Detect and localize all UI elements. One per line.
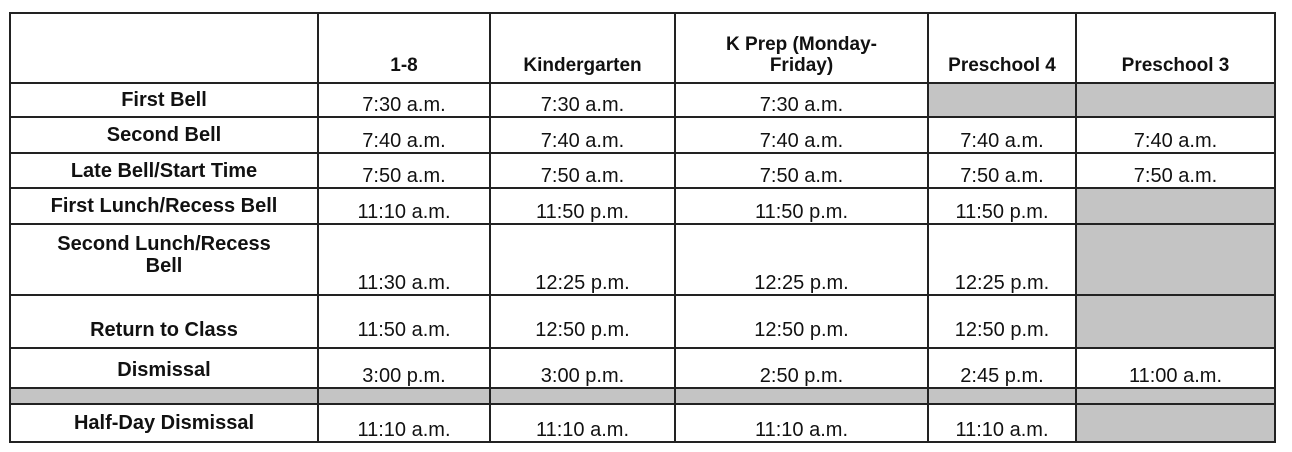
row-label-second-lunch xyxy=(10,224,318,295)
row-label-first-lunch: First Lunch/Recess Bell xyxy=(10,188,318,224)
table-cell: 11:10 a.m. xyxy=(318,404,490,442)
table-cell: 12:25 p.m. xyxy=(675,224,928,295)
header-k-prep-line1: K Prep (Monday- xyxy=(726,34,877,56)
table-cell: 11:50 p.m. xyxy=(490,188,675,224)
table-cell: 12:50 p.m. xyxy=(675,295,928,348)
header-row xyxy=(10,13,1275,83)
table-cell: 7:40 a.m. xyxy=(318,117,490,153)
table-cell: 7:30 a.m. xyxy=(318,83,490,117)
table-cell: 11:50 a.m. xyxy=(318,295,490,348)
row-label-return-to-class: Return to Class xyxy=(10,295,318,348)
table-cell: 2:50 p.m. xyxy=(675,348,928,388)
table-cell: 7:50 a.m. xyxy=(490,153,675,188)
header-corner-cell xyxy=(10,13,318,83)
table-cell: 7:50 a.m. xyxy=(1076,153,1275,188)
table-cell: 3:00 p.m. xyxy=(490,348,675,388)
table-cell: 12:25 p.m. xyxy=(928,224,1076,295)
table-cell: 11:00 a.m. xyxy=(1076,348,1275,388)
table-cell: 12:25 p.m. xyxy=(490,224,675,295)
table-cell: 7:40 a.m. xyxy=(490,117,675,153)
table-row xyxy=(10,153,1275,188)
row-label-first-bell: First Bell xyxy=(10,83,318,117)
row-label-half-day-dismissal: Half-Day Dismissal xyxy=(10,404,318,442)
table-cell: 7:40 a.m. xyxy=(675,117,928,153)
table-row xyxy=(10,348,1275,388)
header-kindergarten: Kindergarten xyxy=(490,13,675,83)
table-cell: 11:50 p.m. xyxy=(675,188,928,224)
table-cell: 7:50 a.m. xyxy=(928,153,1076,188)
header-k-prep-line2: Friday) xyxy=(769,55,834,77)
table-row xyxy=(10,404,1275,442)
table-cell: 11:10 a.m. xyxy=(490,404,675,442)
table-cell: 11:10 a.m. xyxy=(675,404,928,442)
table-cell: 11:10 a.m. xyxy=(318,188,490,224)
shaded-cell xyxy=(318,388,490,404)
shaded-cell xyxy=(1076,224,1275,295)
row-label-second-bell: Second Bell xyxy=(10,117,318,153)
shaded-cell xyxy=(1076,295,1275,348)
table-cell: 3:00 p.m. xyxy=(318,348,490,388)
table-cell: 11:10 a.m. xyxy=(928,404,1076,442)
table-cell: 7:50 a.m. xyxy=(318,153,490,188)
header-preschool-3: Preschool 3 xyxy=(1076,13,1275,83)
table-cell: 7:40 a.m. xyxy=(928,117,1076,153)
table-row xyxy=(10,117,1275,153)
table-row xyxy=(10,188,1275,224)
shaded-separator-row xyxy=(10,388,1275,404)
shaded-cell xyxy=(675,388,928,404)
shaded-cell xyxy=(1076,388,1275,404)
shaded-cell xyxy=(1076,188,1275,224)
shaded-cell xyxy=(10,388,318,404)
table-cell: 12:50 p.m. xyxy=(490,295,675,348)
row-label-second-lunch-line1: Second Lunch/Recess xyxy=(57,233,271,255)
header-grades-1-8: 1-8 xyxy=(318,13,490,83)
shaded-cell xyxy=(928,83,1076,117)
table-cell: 12:50 p.m. xyxy=(928,295,1076,348)
row-label-second-lunch-line2: Bell xyxy=(145,255,183,277)
shaded-cell xyxy=(1076,83,1275,117)
table-cell: 7:50 a.m. xyxy=(675,153,928,188)
table-cell: 7:30 a.m. xyxy=(490,83,675,117)
table-row xyxy=(10,83,1275,117)
shaded-cell xyxy=(928,388,1076,404)
shaded-cell xyxy=(490,388,675,404)
table-cell: 11:50 p.m. xyxy=(928,188,1076,224)
table-cell: 2:45 p.m. xyxy=(928,348,1076,388)
table-cell: 7:30 a.m. xyxy=(675,83,928,117)
shaded-cell xyxy=(1076,404,1275,442)
row-label-dismissal: Dismissal xyxy=(10,348,318,388)
header-k-prep xyxy=(675,13,928,83)
table-row xyxy=(10,224,1275,295)
table-cell: 11:30 a.m. xyxy=(318,224,490,295)
row-label-late-bell: Late Bell/Start Time xyxy=(10,153,318,188)
header-preschool-4: Preschool 4 xyxy=(928,13,1076,83)
bell-schedule-table xyxy=(9,12,1276,443)
table-cell: 7:40 a.m. xyxy=(1076,117,1275,153)
table-row xyxy=(10,295,1275,348)
